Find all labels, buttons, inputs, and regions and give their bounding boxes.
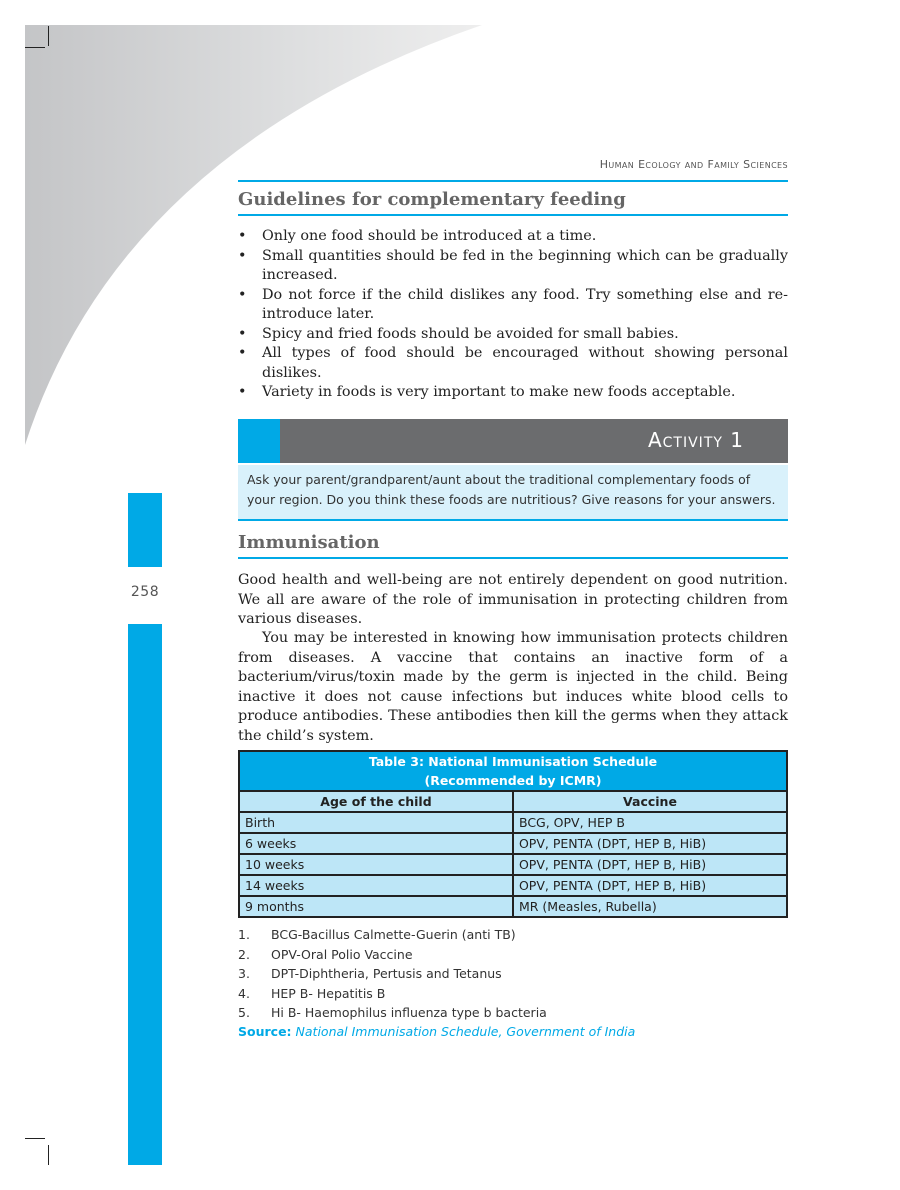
note-number: 2. <box>238 946 250 962</box>
list-item <box>238 964 788 984</box>
source-text: National Immunisation Schedule, Government of India <box>295 1024 636 1039</box>
table-caption-line-2: (Recommended by ICMR) <box>424 773 602 788</box>
immunisation-paragraph-2: You may be interested in knowing how immunisation protects children from diseases. A vaccine that contains an inactive form of a bacterium/virus/toxin made by the germ is injected in the child. Being inactive it does not cause infections but induces white blood cells to produce antibodies. These antibodies then kill the germs when they attack the child’s system. <box>238 630 788 744</box>
note-text: BCG-Bacillus Calmette-Guerin (anti TB) <box>271 927 516 942</box>
immunisation-table <box>238 750 788 918</box>
list-item <box>238 1003 788 1023</box>
table-cell-vaccine: OPV, PENTA (DPT, HEP B, HiB) <box>513 854 787 875</box>
crop-mark-top-v <box>48 26 49 46</box>
running-head: Human Ecology and Family Sciences <box>599 158 788 171</box>
table-row <box>239 875 787 896</box>
crop-mark-bottom-h <box>25 1138 45 1139</box>
page-number: 258 <box>130 584 160 600</box>
activity-header-bar <box>238 419 788 463</box>
column-header-vaccine: Vaccine <box>513 791 787 812</box>
table-cell-age: 14 weeks <box>239 875 513 896</box>
source-line <box>238 1024 635 1039</box>
table-row <box>239 854 787 875</box>
table-cell-age: Birth <box>239 812 513 833</box>
header-rule <box>238 180 788 182</box>
table-cell-age: 10 weeks <box>239 854 513 875</box>
list-item: • Variety in foods is very important to make new foods acceptable. <box>238 383 788 403</box>
immunisation-rule <box>238 557 788 559</box>
guidelines-heading: Guidelines for complementary feeding <box>238 189 626 210</box>
guidelines-rule <box>238 214 788 216</box>
note-number: 1. <box>238 927 250 942</box>
abbreviation-notes <box>238 925 788 1023</box>
table-cell-age: 9 months <box>239 896 513 917</box>
list-item <box>238 945 788 965</box>
table-row <box>239 833 787 854</box>
activity-text: Ask your parent/grandparent/aunt about the traditional complementary foods of your region. Do you think these foods are nutritious? Give reasons for your answers. <box>238 465 788 521</box>
list-item: • Small quantities should be fed in the beginning which can be gradually increased. <box>238 247 788 286</box>
table-cell-vaccine: BCG, OPV, HEP B <box>513 812 787 833</box>
immunisation-paragraph-1: Good health and well-being are not entirely dependent on good nutrition. We all are aware of the role of immunisation in protecting children from various diseases. <box>238 572 788 627</box>
immunisation-heading: Immunisation <box>238 532 380 553</box>
list-item: • Only one food should be introduced at a time. <box>238 227 788 247</box>
list-item: • Spicy and fried foods should be avoided for small babies. <box>238 325 788 345</box>
guidelines-list <box>238 227 788 403</box>
activity-title: Activity 1 <box>647 428 744 452</box>
table-cell-vaccine: OPV, PENTA (DPT, HEP B, HiB) <box>513 875 787 896</box>
note-text: DPT-Diphtheria, Pertusis and Tetanus <box>271 966 502 981</box>
list-item: • Do not force if the child dislikes any food. Try something else and re-introduce later. <box>238 286 788 325</box>
list-item: • All types of food should be encouraged without showing personal dislikes. <box>238 344 788 383</box>
table-cell-age: 6 weeks <box>239 833 513 854</box>
side-bar-bottom <box>128 624 162 1165</box>
crop-mark-bottom-v <box>48 1145 49 1165</box>
note-text: OPV-Oral Polio Vaccine <box>271 946 413 962</box>
note-text: Hi B- Haemophilus influenza type b bacteria <box>271 1005 547 1020</box>
list-item <box>238 984 788 1004</box>
table-row <box>239 812 787 833</box>
note-number: 4. <box>238 985 250 1001</box>
table-caption <box>239 751 787 791</box>
crop-mark-top-h <box>25 47 45 48</box>
note-number: 5. <box>238 1005 250 1020</box>
activity-accent-block <box>238 419 280 463</box>
table-row <box>239 896 787 917</box>
note-number: 3. <box>238 966 250 981</box>
list-item <box>238 925 788 945</box>
side-bar-top <box>128 493 162 567</box>
table-cell-vaccine: MR (Measles, Rubella) <box>513 896 787 917</box>
source-label: Source: <box>238 1024 292 1039</box>
table-cell-vaccine: OPV, PENTA (DPT, HEP B, HiB) <box>513 833 787 854</box>
column-header-age: Age of the child <box>239 791 513 812</box>
table-caption-line-1: Table 3: National Immunisation Schedule <box>368 754 658 769</box>
note-text: HEP B- Hepatitis B <box>271 985 386 1001</box>
